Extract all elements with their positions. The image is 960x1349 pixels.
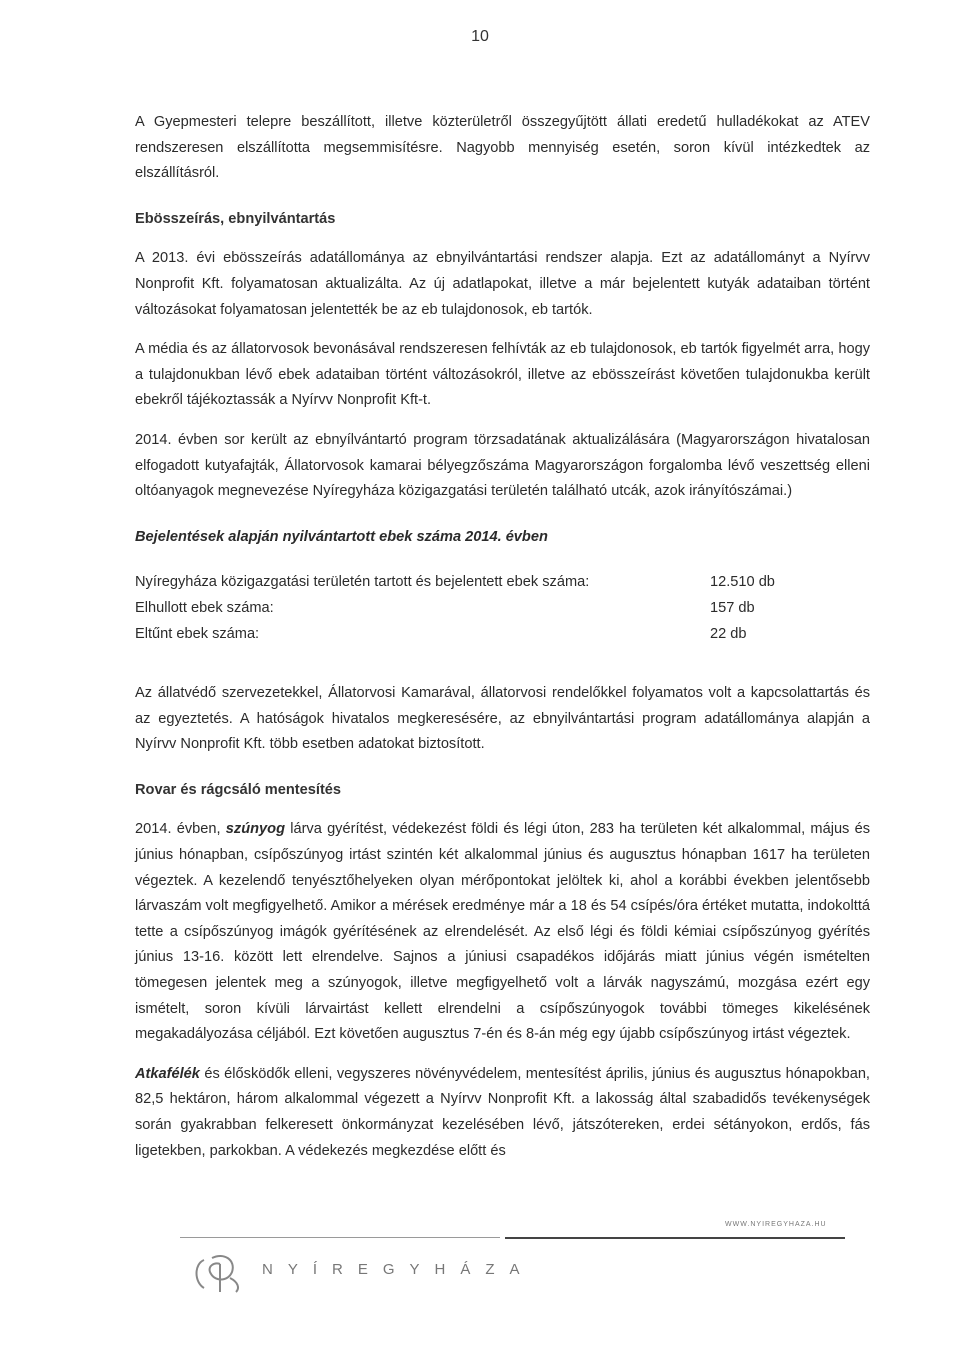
mosquito-paragraph-start: 2014. évben, [135, 821, 226, 838]
cooperation-paragraph: Az állatvédő szervezetekkel, Állatorvosi Kamarával, állatorvosi rendelőkkel folyamatos volt a kapcsolattartás és az egyeztetés. A hatóságok hivatalos megkeresésére, az ebnyilvántartási program adatállománya alapján a Nyírvv Nonprofit Kft. több esetben adatokat biztosított. [135, 685, 870, 753]
mites-paragraph-rest: és élősködők elleni, vegyszeres növényvédelem, mentesítést április, június és augusztus hónapokban, 82,5 hektáron, három alkalommal végezett a Nyírvv Nonprofit Kft. a lakosság által szabadidős tevékenységek során gyakrabban felkeresett önkormányzat kezelésében lévő, játszótereken, erdei sétányokon, erdős, fás ligetekben, parkokban. A védekezés megkezdése előtt és [135, 1065, 870, 1159]
registry-paragraph-3: 2014. évben sor került az ebnyílvántartó program törzsadatának aktualizálására (Magyarországon hivatalosan elfogadott kutyafajták, Állatorvosok kamarai bélyegzőszáma Magyarországon forgalomba lévő veszettség elleni oltóanyagok megnevezése Nyíregyháza közigazgatási területén található utcák, azok irányítószámai.) [135, 431, 870, 500]
footer-url: WWW.NYIREGYHAZA.HU [725, 1221, 827, 1228]
dogs-count-table [135, 570, 870, 647]
row-value: 22 db [710, 625, 747, 642]
dogs-count-heading: Bejelentések alapján nyilvántartott ebek száma 2014. évben [135, 528, 548, 545]
footer-divider-right [505, 1237, 845, 1239]
mites-paragraph [135, 1062, 870, 1164]
table-row [135, 622, 870, 648]
nyiregyhaza-logo-icon [190, 1248, 250, 1298]
row-value: 157 db [710, 599, 755, 616]
page-number: 10 [471, 28, 489, 45]
section-heading-pest-control: Rovar és rágcsáló mentesítés [135, 781, 342, 798]
mites-term: Atkafélék [135, 1065, 200, 1082]
table-row [135, 596, 870, 622]
mosquito-term: szúnyog [225, 821, 285, 838]
mosquito-paragraph-rest: lárva gyérítést, védekezést földi és légi úton, 283 ha területen két alkalommal, május és június hónapban, csípőszúnyog irtást szintén két alkalommal június és augusztus hónapban 1617 ha területen végeztek. A kezelendő tenyésztőhelyeken olyan mérőpontokat jelöltek ki, ahol a korábbi években jelentősebb lárvaszám volt megfigyelhető. Amikor a mérések eredménye már a 18 és 54 csípés/óra értéket mutatta, indokolttá tette a csípőszúnyog imágók gyérítésének az elrendelését. Az első légi és földi kémiai csípőszúnyog gyérítés június 13-16. között lett elrendelve. Sajnos a júniusi csapadékos időjárás miatt június végén ismételten tömegesen jelentek meg a szúnyogok, illetve megfigyelhető volt a lárvák nagyszámú, mozgása ezért egy ismételt, soron kívüli lárvairtást kellett elrendelni a csípőszúnyogok további tömeges kikelésének megakadályozása céljából. Ezt követően augusztus 7-én és 8-án még egy újabb csípőszúnyog irtást végeztek. [135, 821, 870, 1043]
intro-paragraph: A Gyepmesteri telepre beszállított, illetve közterületről összegyűjtött állati eredetű hulladékokat az ATEV rendszeresen elszállította megsemmisítésre. Nagyobb mennyiség esetén, soron kívül intézkedtek az elszállításról. [135, 114, 870, 182]
section-heading-dog-registry: Ebösszeírás, ebnyilvántartás [135, 210, 336, 227]
footer-divider-left [180, 1237, 500, 1238]
registry-paragraph-2: A média és az állatorvosok bevonásával rendszeresen felhívták az eb tulajdonosok, eb tartók figyelmét arra, hogy a tulajdonukban lévő ebek adataiban történt változásokról, illetve az ebösszeírást követően tulajdonukba került ebekről tájékoztassák a Nyírvv Nonprofit Kft-t. [135, 341, 870, 409]
table-row [135, 570, 870, 596]
row-label: Elhullott ebek száma: [135, 599, 274, 616]
document-body [135, 110, 870, 1164]
registry-paragraph-1: A 2013. évi ebösszeírás adatállománya az ebnyilvántartási rendszer alapja. Ezt az adatállományt a Nyírvv Nonprofit Kft. folyamatosan aktualizálta. Az új adatlapokat, illetve a már bejelentett kutyák adataiban történt változásokat folyamatosan jelentették be az eb tulajdonosok, eb tartók. [135, 250, 870, 318]
footer-city-name: NYÍREGYHÁZA [262, 1261, 535, 1278]
row-label: Nyíregyháza közigazgatási területén tartott és bejelentett ebek száma: [135, 574, 590, 591]
row-label: Eltűnt ebek száma: [135, 625, 260, 642]
row-value: 12.510 db [710, 574, 775, 591]
mosquito-paragraph [135, 817, 870, 1047]
